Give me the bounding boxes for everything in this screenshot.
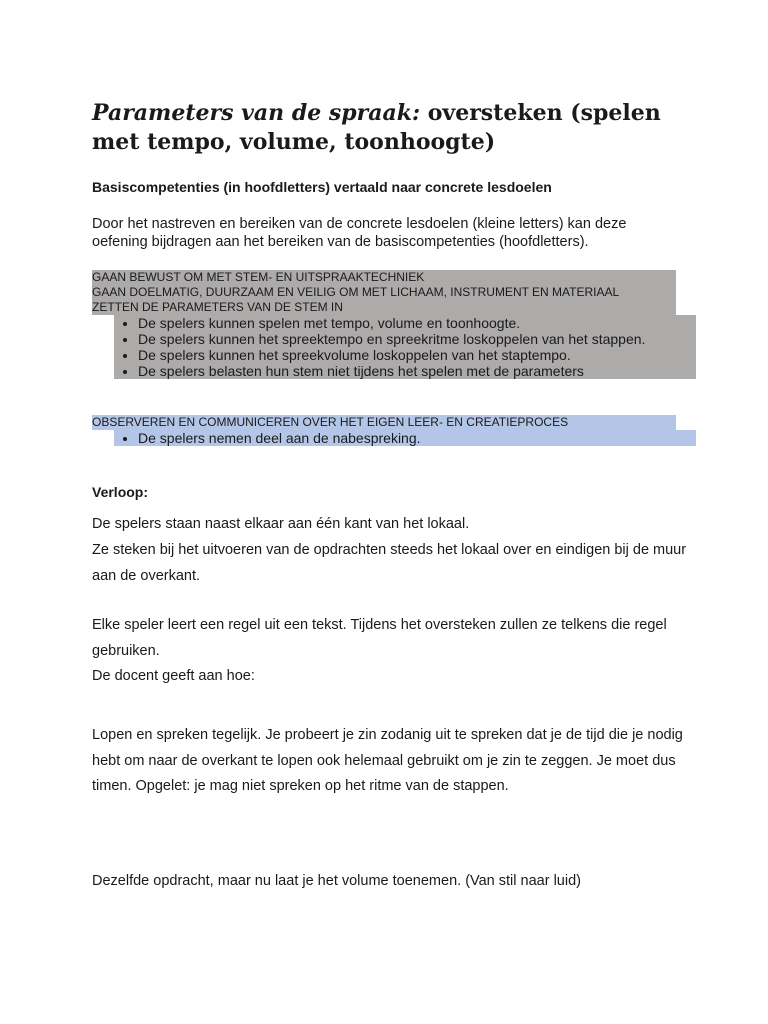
competence-heading: ZETTEN DE PARAMETERS VAN DE STEM IN [92,300,676,315]
competence-block-grey [92,270,696,379]
lesson-goals-list [114,315,696,379]
title-rest: oversteken (spelen met tempo, volume, toonhoogte) [92,100,661,155]
list-item: • De spelers kunnen spelen met tempo, volume en toonhoogte. [138,315,696,331]
competence-heading: OBSERVEREN EN COMMUNICEREN OVER HET EIGEN LEER- EN CREATIEPROCES [92,415,676,430]
procedure-paragraph: Elke speler leert een regel uit een tekst. Tijdens het oversteken zullen ze telkens die regel gebruiken. [92,617,667,659]
competence-heading: GAAN BEWUST OM MET STEM- EN UITSPRAAKTECHNIEK [92,270,676,285]
list-item: • De spelers kunnen het spreektempo en spreekritme loskoppelen van het stappen. [138,331,696,347]
procedure-paragraph: De spelers staan naast elkaar aan één kant van het lokaal. [92,516,470,532]
intro-paragraph: Door het nastreven en bereiken van de concrete lesdoelen (kleine letters) kan deze oefening bijdragen aan het bereiken van de basiscompetenties (hoofdletters). [92,216,627,250]
procedure-paragraph: De docent geeft aan hoe: [92,668,255,684]
competence-block-blue [92,415,696,446]
section-subtitle: Basiscompetenties (in hoofdletters) vertaald naar concrete lesdoelen [92,179,552,195]
list-item: • De spelers kunnen het spreekvolume loskoppelen van het staptempo. [138,347,696,363]
title-italic-part: Parameters van de spraak: [92,100,421,126]
procedure-paragraph: Ze steken bij het uitvoeren van de opdrachten steeds het lokaal over en eindigen bij de muur aan de overkant. [92,542,687,584]
procedure-paragraph: Lopen en spreken tegelijk. Je probeert je zin zodanig uit te spreken dat je de tijd die je nodig hebt om naar de overkant te lopen ook helemaal gebruikt om je zin te zeggen. Je moet dus timen. Opgelet: je mag niet spreken op het ritme van de stappen. [92,727,683,794]
list-item: • De spelers nemen deel aan de nabespreking. [138,430,696,446]
page-title [92,99,696,157]
competence-heading: GAAN DOELMATIG, DUURZAAM EN VEILIG OM MET LICHAAM, INSTRUMENT EN MATERIAAL [92,285,676,300]
lesson-goals-list [114,430,696,446]
list-item: • De spelers belasten hun stem niet tijdens het spelen met de parameters [138,363,696,379]
verloop-heading: Verloop: [92,484,149,500]
procedure-paragraph: Dezelfde opdracht, maar nu laat je het volume toenemen. (Van stil naar luid) [92,873,581,889]
